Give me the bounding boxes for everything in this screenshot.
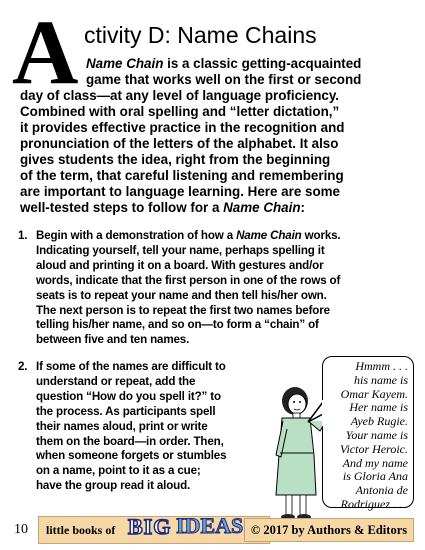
step-text bbox=[36, 360, 226, 494]
intro-line: pronunciation of the letters of the alphabet. It also bbox=[20, 136, 339, 151]
speech-bubble-text bbox=[328, 360, 408, 512]
series-name-big: BIG bbox=[128, 514, 172, 539]
step-line: The next person is to repeat the first two names before bbox=[36, 303, 330, 317]
series-name-ideas: IDEAS bbox=[176, 513, 244, 538]
step-line: understand or repeat, add the bbox=[36, 374, 196, 388]
step-line: between five and ten names. bbox=[36, 333, 190, 347]
bubble-line: Victor Heroic. bbox=[340, 441, 408, 456]
step-line: aloud and printing it on a board. With gestures and/or bbox=[36, 258, 324, 272]
step-text bbox=[36, 229, 341, 348]
step-line: on a name, point to it as a cue; bbox=[36, 464, 201, 478]
step-line: telling his/her name, and so on—to form a “chain” of bbox=[36, 318, 319, 332]
bubble-line: And my name bbox=[342, 455, 408, 470]
bubble-line: Ayeb Rugie. bbox=[350, 414, 408, 429]
page-title: ctivity D: Name Chains bbox=[84, 22, 317, 48]
step-line: If some of the names are difficult to bbox=[36, 360, 226, 373]
speech-bubble-tail bbox=[306, 400, 326, 426]
step-line: Begin with a demonstration of how a Name Chain works. bbox=[36, 229, 341, 242]
bubble-line: Her name is bbox=[349, 400, 408, 415]
step-line: Indicating yourself, tell your name, perhaps spelling it bbox=[36, 243, 325, 257]
bubble-line: Your name is bbox=[345, 427, 408, 442]
step-number: 2. bbox=[18, 360, 28, 373]
step-line: words, indicate that the first person in one of the rows of bbox=[36, 273, 341, 287]
bubble-line: his name is bbox=[354, 372, 408, 387]
step-line: seats is to repeat your name and then tell his/her own. bbox=[36, 288, 327, 302]
intro-line: game that works well on the first or second bbox=[86, 72, 362, 87]
step-line: have the group read it aloud. bbox=[36, 479, 191, 493]
intro-line: gives students the idea, right from the beginning bbox=[20, 152, 331, 167]
bubble-line: Hmmm . . . bbox=[355, 359, 408, 373]
bubble-line: Antonia de bbox=[355, 483, 408, 498]
intro-line: day of class—at any level of language proficiency. bbox=[20, 88, 340, 103]
intro-line: Combined with oral spelling and “letter dictation,” bbox=[20, 104, 340, 119]
intro-line: Name Chain is a classic getting-acquainted bbox=[86, 56, 362, 71]
step-line: them on the board—in order. Then, bbox=[36, 434, 224, 448]
drop-cap: A bbox=[12, 1, 79, 103]
bubble-line: Rodriguez . . . bbox=[340, 496, 408, 511]
step-line: the process. As participants spell bbox=[36, 404, 216, 418]
bubble-line: Omar Kayem. bbox=[340, 386, 408, 401]
step-line: when someone forgets or stumbles bbox=[36, 449, 227, 463]
series-name-small: little books of bbox=[46, 523, 116, 537]
intro-line: it provides effective practice in the recognition and bbox=[20, 120, 345, 135]
page-number: 10 bbox=[14, 522, 28, 537]
bubble-line: is Gloria Ana bbox=[342, 469, 408, 484]
intro-line: are important to language learning. Here are some bbox=[20, 184, 340, 199]
step-line: their names aloud, print or write bbox=[36, 419, 208, 433]
step-line: question “How do you spell it?” to bbox=[36, 389, 221, 403]
step-number: 1. bbox=[18, 229, 28, 242]
copyright-notice: © 2017 by Authors & Editors bbox=[244, 518, 414, 542]
intro-line: well-tested steps to follow for a Name Chain: bbox=[20, 200, 305, 215]
intro-line: of the term, that careful listening and remembering bbox=[20, 168, 344, 183]
